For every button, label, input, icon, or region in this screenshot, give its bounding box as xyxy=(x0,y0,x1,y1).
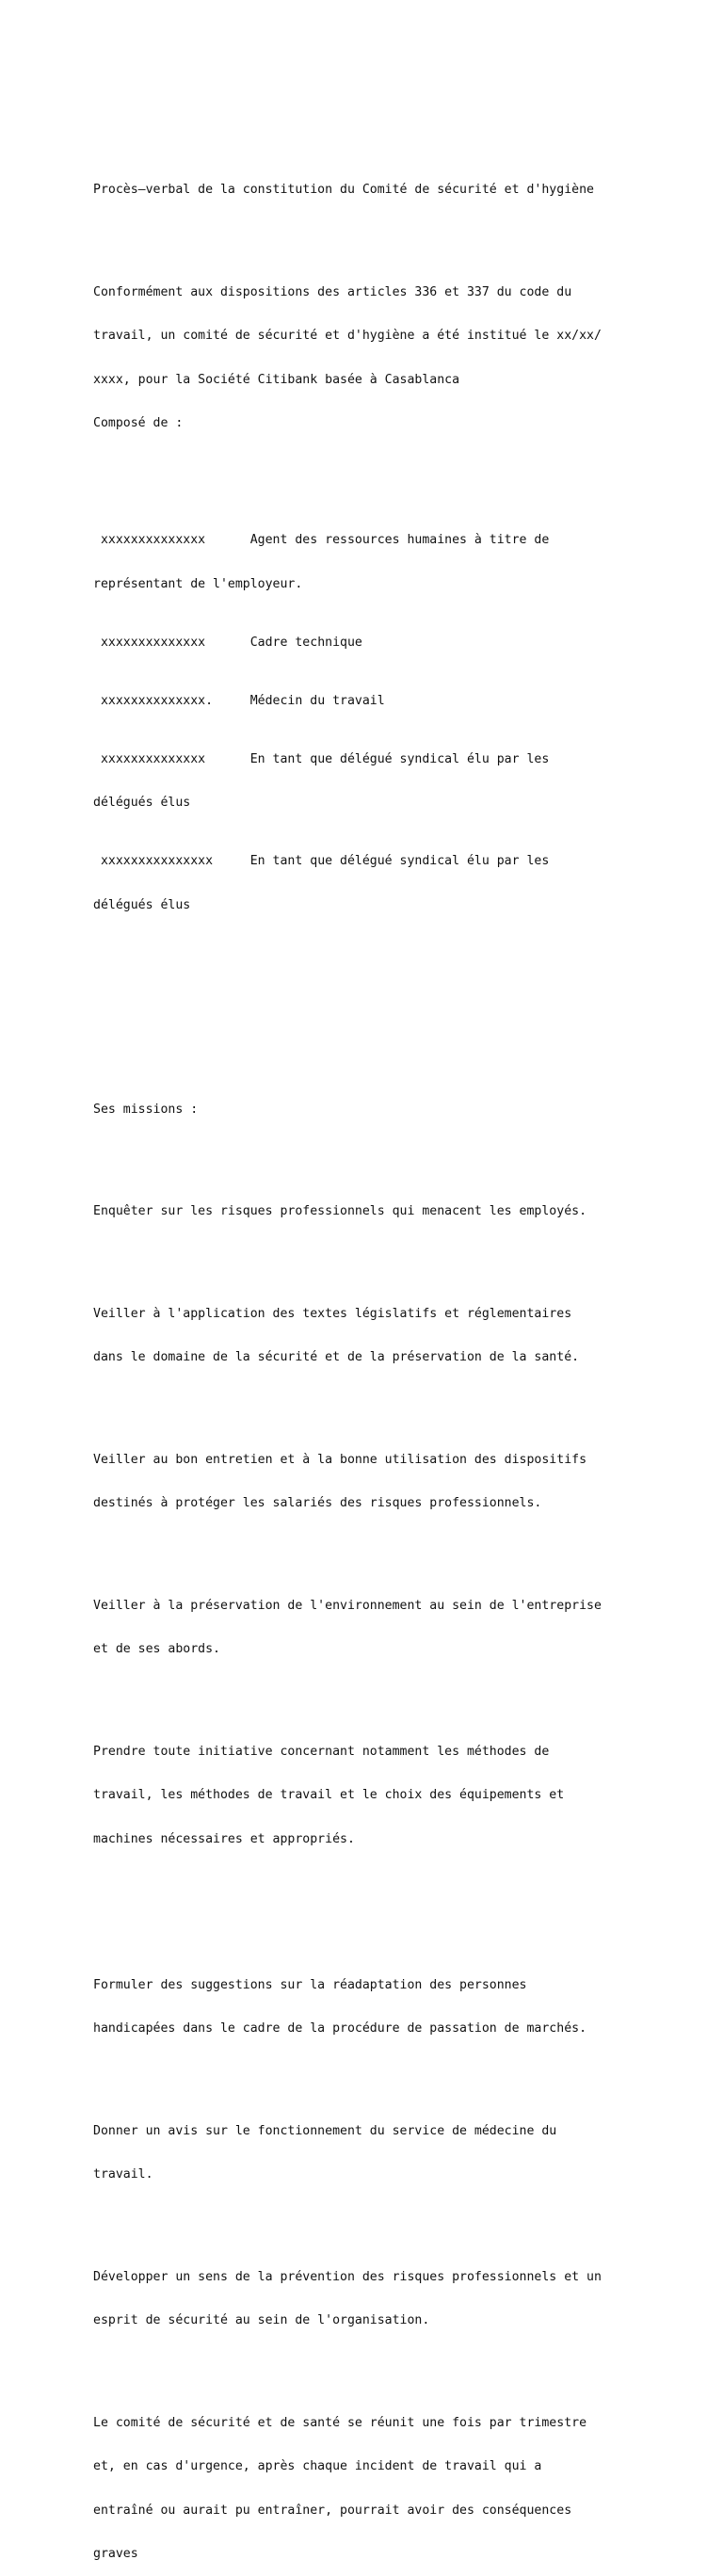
member-name: xxxxxxxxxxxxxx xyxy=(93,751,250,766)
member-row xyxy=(93,636,696,651)
spacer xyxy=(93,1920,696,1935)
spacer xyxy=(93,1248,696,1264)
intro-line: xxxx, pour la Société Citibank basée à Casablanca xyxy=(93,372,460,387)
mission-line: travail, les méthodes de travail et le choix des équipements et xyxy=(93,1788,565,1802)
member-role-continuation: représentant de l'employeur. xyxy=(93,576,303,591)
member-role-continuation: délégués élus xyxy=(93,796,191,810)
mission-line: graves xyxy=(93,2547,138,2561)
spacer xyxy=(93,957,696,972)
member-row xyxy=(93,694,696,709)
member-role: Cadre technique xyxy=(249,635,362,650)
member-row xyxy=(93,752,696,767)
document-body xyxy=(93,153,696,2576)
mission-line: Enquêter sur les risques professionnels qui menacent les employés. xyxy=(93,1204,587,1218)
intro-line: travail, un comité de sécurité et d'hygiène a été institué le xx/xx/ xyxy=(93,329,602,343)
mission-line: Développer un sens de la prévention des risques professionnels et un xyxy=(93,2269,602,2284)
member-role: Médecin du travail xyxy=(249,693,385,708)
spacer xyxy=(93,1540,696,1555)
spacer xyxy=(93,460,696,475)
mission-line: Donner un avis sur le fonctionnement du service de médecine du xyxy=(93,2123,557,2138)
mission-line: dans le domaine de la sécurité et de la préservation de la santé. xyxy=(93,1350,580,1364)
mission-line: machines nécessaires et appropriés. xyxy=(93,1831,355,1846)
mission-line: et de ses abords. xyxy=(93,1642,220,1656)
document-title: Procès–verbal de la constitution du Comité de sécurité et d'hygiène xyxy=(93,183,594,197)
spacer xyxy=(93,227,696,242)
spacer xyxy=(93,1686,696,1701)
mission-line: entraîné ou aurait pu entraîner, pourrait avoir des conséquences xyxy=(93,2503,572,2518)
spacer xyxy=(93,1146,696,1161)
mission-line: esprit de sécurité au sein de l'organisation. xyxy=(93,2313,430,2327)
member-row xyxy=(93,533,696,548)
spacer xyxy=(93,2212,696,2227)
mission-line: handicapées dans le cadre de la procédure de passation de marchés. xyxy=(93,2021,587,2036)
mission-line: Veiller à l'application des textes législatifs et réglementaires xyxy=(93,1306,572,1321)
spacer xyxy=(93,1000,696,1015)
mission-line: et, en cas d'urgence, après chaque incident de travail qui a xyxy=(93,2459,542,2473)
mission-line: destinés à protéger les salariés des risques professionnels. xyxy=(93,1496,542,1510)
mission-line: Veiller à la préservation de l'environnement au sein de l'entreprise xyxy=(93,1598,602,1613)
member-name: xxxxxxxxxxxxxxx xyxy=(93,854,250,868)
spacer xyxy=(93,2358,696,2373)
member-name: xxxxxxxxxxxxxx. xyxy=(93,693,250,708)
spacer xyxy=(93,2066,696,2081)
member-role-continuation: délégués élus xyxy=(93,897,191,912)
mission-line: Le comité de sécurité et de santé se réunit une fois par trimestre xyxy=(93,2415,587,2430)
mission-line: travail. xyxy=(93,2167,153,2182)
missions-heading: Ses missions : xyxy=(93,1102,199,1117)
mission-line: Formuler des suggestions sur la réadaptation des personnes xyxy=(93,1977,527,1992)
member-role: Agent des ressources humaines à titre de xyxy=(249,533,550,547)
member-name: xxxxxxxxxxxxxx xyxy=(93,635,250,650)
member-role: En tant que délégué syndical élu par les xyxy=(249,854,550,868)
member-row xyxy=(93,854,696,869)
intro-line: Conformément aux dispositions des articles 336 et 337 du code du xyxy=(93,284,572,299)
spacer xyxy=(93,1394,696,1409)
intro-line: Composé de : xyxy=(93,416,184,430)
mission-line: Prendre toute initiative concernant notamment les méthodes de xyxy=(93,1744,550,1759)
member-name: xxxxxxxxxxxxxx xyxy=(93,533,250,547)
spacer xyxy=(93,1876,696,1891)
spacer xyxy=(93,1044,696,1059)
member-role: En tant que délégué syndical élu par les xyxy=(249,751,550,766)
mission-line: Veiller au bon entretien et à la bonne utilisation des dispositifs xyxy=(93,1452,587,1467)
